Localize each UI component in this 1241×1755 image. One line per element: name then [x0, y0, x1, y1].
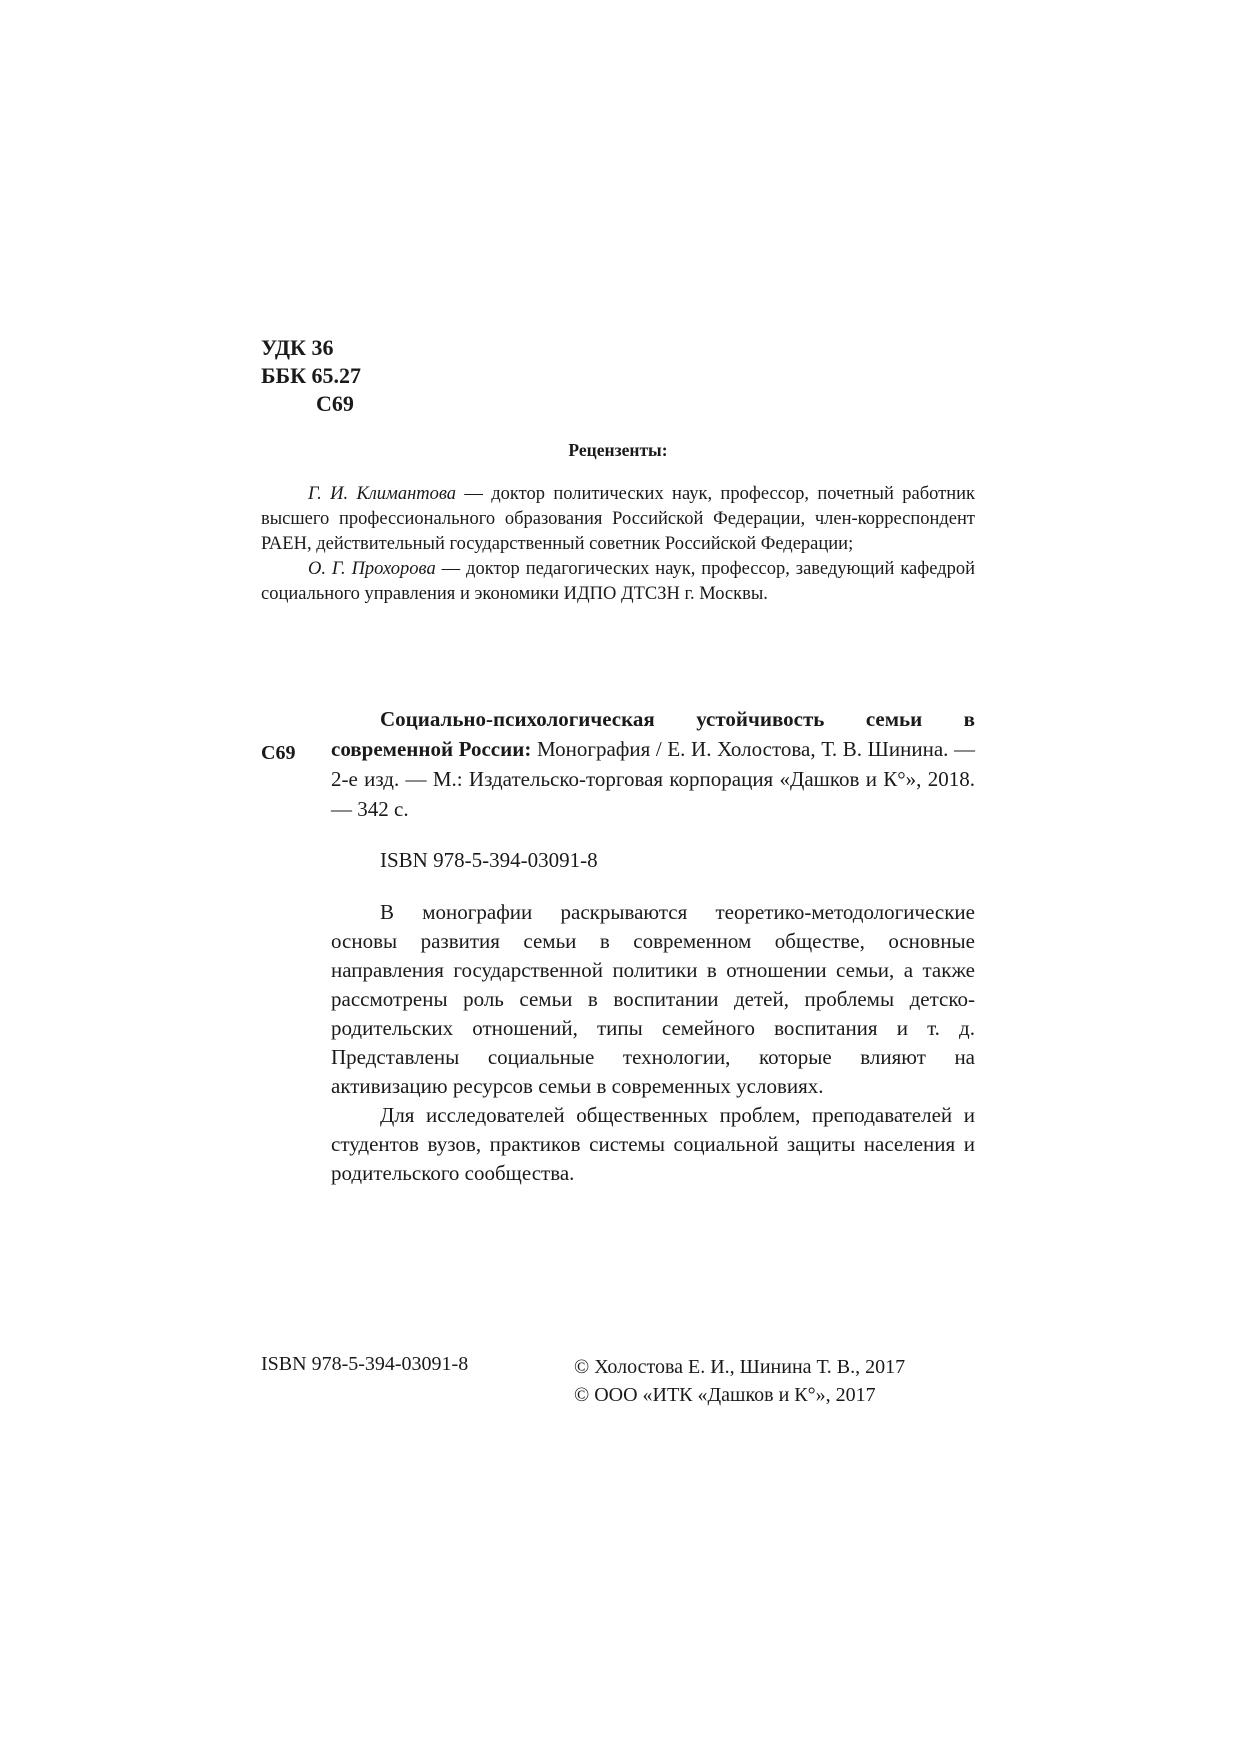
- author-mark: С69: [316, 391, 354, 416]
- isbn-record: ISBN 978-5-394-03091-8: [380, 848, 598, 872]
- annotation: [331, 898, 975, 1188]
- annotation-paragraph: Для исследователей общественных проблем, преподавателей и студентов вузов, практиков системы социальной защиты населения и родительского сообщества.: [331, 1103, 975, 1185]
- bibliographic-author-mark: С69: [261, 742, 296, 764]
- classification-block: [261, 334, 361, 418]
- reviewers-list: [261, 482, 975, 607]
- annotation-paragraph: В монографии раскрываются теоретико-методологические основы развития семьи в современном обществе, основные направления государственной политики в отношении семьи, а также рассмотрены роль семьи в воспитании детей, проблемы детско-родительских отношений, типы семейного воспитания и т. д. Представлены социальные технологии, которые влияют на активизацию ресурсов семьи в современных условиях.: [331, 900, 975, 1098]
- reviewer-description: — доктор педагогических наук, профессор, заведующий кафедрой социального управления и экономики ИДПО ДТСЗН г. Москвы.: [261, 559, 976, 604]
- bibliographic-record: [331, 704, 975, 824]
- reviewer-name: О. Г. Прохорова: [308, 559, 436, 579]
- reviewer-name: Г. И. Климантова: [308, 484, 457, 504]
- reviewer-entry: [261, 557, 975, 607]
- publication-details: Монография / Е. И. Холостова, Т. В. Шинина. — 2-е изд. — М.: Издательско-торговая корпорация «Дашков и К°», 2018. — 342 с.: [331, 737, 976, 821]
- reviewers-heading: Рецензенты:: [568, 440, 668, 460]
- bibliographic-description: [331, 704, 975, 824]
- copyright-block: [574, 1353, 905, 1409]
- bbk-code: ББК 65.27: [261, 363, 362, 388]
- footer-isbn: ISBN 978-5-394-03091-8: [261, 1353, 469, 1375]
- copyright-line: © ООО «ИТК «Дашков и К°», 2017: [574, 1384, 876, 1406]
- book-title: Социально-психологическая устойчивость семьи в современной России:: [331, 707, 975, 761]
- copyright-line: © Холостова Е. И., Шинина Т. В., 2017: [574, 1356, 906, 1378]
- reviewer-description: — доктор политических наук, профессор, почетный работник высшего профессионального образования Российской Федерации, член-корреспондент РАЕН, действительный государственный советник Российской Федерации;: [261, 484, 975, 554]
- udk-code: УДК 36: [261, 335, 334, 360]
- reviewer-entry: [261, 482, 975, 557]
